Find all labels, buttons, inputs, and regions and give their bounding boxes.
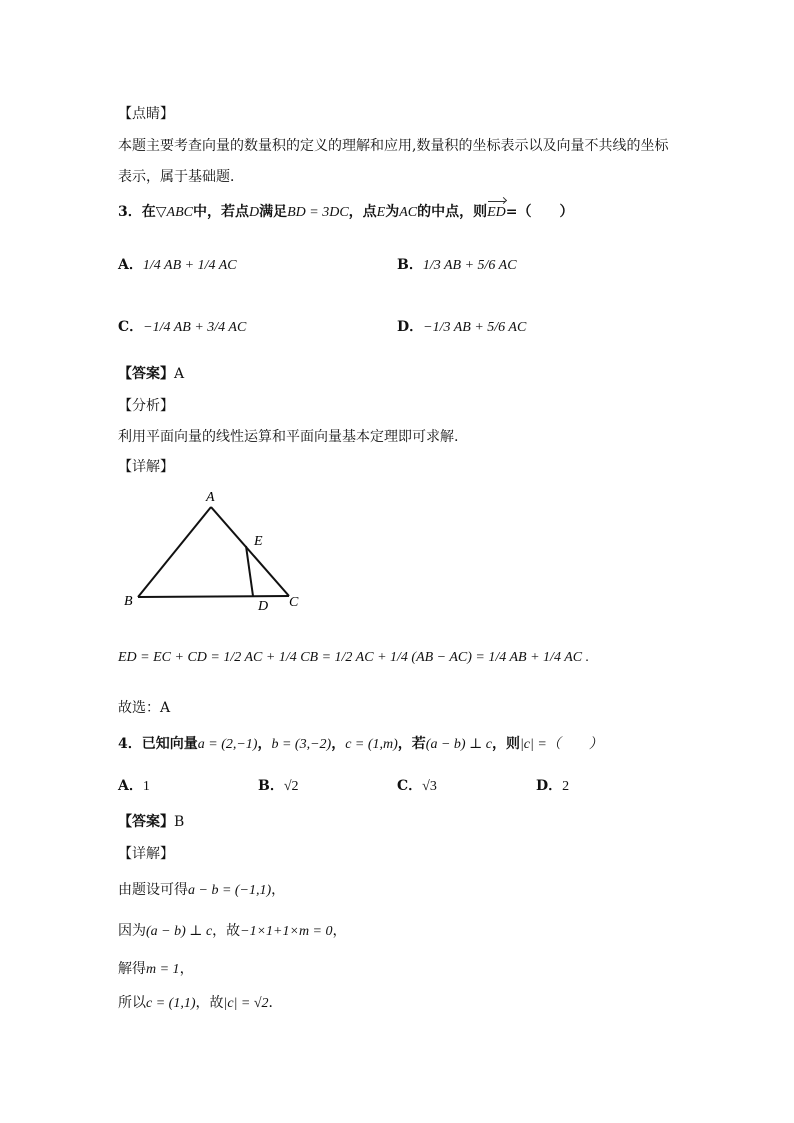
- vector-a: a = (2,−1): [197, 737, 258, 752]
- q3-analysis-text: 利用平面向量的线性运算和平面向量基本定理即可求解.: [118, 429, 459, 445]
- q4-answer: 【答案】B: [118, 814, 185, 830]
- q4-option-a: A．1: [118, 778, 150, 794]
- question-number: 3．: [118, 204, 142, 220]
- q4-step-3: 解得m = 1，: [118, 961, 194, 977]
- label-d: D: [258, 599, 269, 614]
- label-b: B: [124, 594, 133, 609]
- dianjing-line-2: 表示，属于基础题．: [118, 169, 244, 185]
- q4-option-c: C．√3: [397, 778, 437, 794]
- vector-b: b = (3,−2): [271, 737, 332, 752]
- side-ac: [211, 507, 289, 596]
- q4-step-2: 因为(a − b) ⊥ c，故−1×1+1×m = 0，: [118, 923, 347, 939]
- q3-option-a: A．1/4 AB + 1/4 AC: [118, 257, 237, 273]
- q4-option-d: D．2: [536, 778, 570, 794]
- q3-detail-heading: 【详解】: [118, 459, 174, 475]
- q3-choose: 故选：A: [118, 700, 171, 716]
- q4-step-4: 所以c = (1,1)，故|c| = √2．: [118, 995, 283, 1011]
- q3-answer: 【答案】A: [118, 366, 185, 382]
- side-bc: [138, 596, 289, 597]
- q3-option-c: C．−1/4 AB + 3/4 AC: [118, 319, 247, 335]
- triangle-figure: [115, 485, 315, 615]
- label-c: C: [289, 595, 299, 610]
- q3-derivation: ED = EC + CD = 1/2 AC + 1/4 CB = 1/2 AC + 1/4 (AB − AC) = 1/4 AB + 1/4 AC .: [118, 650, 590, 665]
- q3-analysis-heading: 【分析】: [118, 398, 174, 414]
- side-ab: [138, 507, 211, 597]
- question-3-stem: 3．在▽ABC中，若点D满足BD = 3DC，点E为AC的中点，则ED=（ ）: [118, 204, 574, 220]
- q4-step-1: 由题设可得a − b = (−1,1)，: [118, 882, 286, 898]
- q3-option-d: D．−1/3 AB + 5/6 AC: [397, 319, 527, 335]
- vector-c: c = (1,m): [345, 737, 398, 752]
- vector-relation: BD = 3DC: [287, 205, 349, 220]
- q4-detail-heading: 【详解】: [118, 846, 174, 862]
- q4-option-b: B．√2: [258, 778, 299, 794]
- label-a: A: [206, 490, 215, 505]
- question-4-stem: 4．已知向量a = (2,−1)，b = (3,−2)，c = (1,m)，若(a − b) ⊥ c，则|c| =（ ）: [118, 736, 603, 752]
- label-e: E: [254, 534, 263, 549]
- dianjing-heading: 【点睛】: [118, 106, 174, 122]
- q3-option-b: B．1/3 AB + 5/6 AC: [397, 257, 517, 273]
- dianjing-line-1: 本题主要考查向量的数量积的定义的理解和应用,数量积的坐标表示以及向量不共线的坐标: [118, 138, 669, 154]
